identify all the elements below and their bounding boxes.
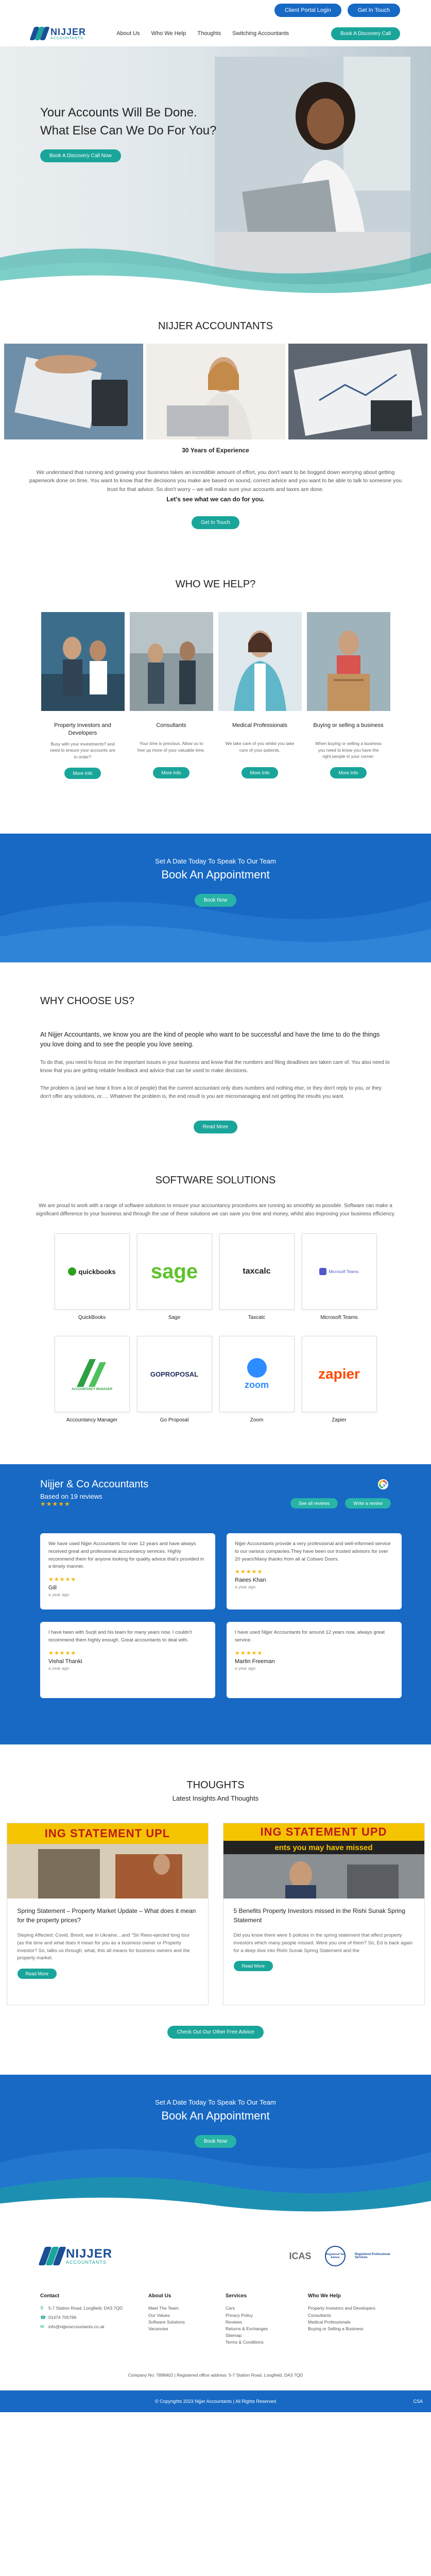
review-card <box>227 1622 402 1698</box>
blog-post-card[interactable] <box>7 1823 209 2005</box>
footer-link[interactable]: Software Solutions <box>148 2319 185 2325</box>
business-more-info-button[interactable]: More Info <box>330 767 366 778</box>
post-banner-subtext: ents you may have missed <box>274 1843 373 1852</box>
footer-about: About Us Meet The Team Our Values Software Solutions Vacancies <box>148 2293 226 2346</box>
footer-logos <box>0 2224 431 2267</box>
post-read-more-button[interactable]: Read More <box>18 1969 57 1979</box>
software-zapier[interactable] <box>302 1336 377 1423</box>
footer-link[interactable]: Our Values <box>148 2312 170 2318</box>
consultants-image <box>130 612 213 711</box>
banner-subtitle: Set A Date Today To Speak To Our Team <box>155 2098 276 2107</box>
help-card-title: Medical Professionals <box>232 722 287 728</box>
csa-credit[interactable]: CSA <box>413 2399 423 2404</box>
main-nav <box>116 27 400 40</box>
location-pin-icon: ⚲ <box>40 2306 44 2311</box>
footer-link[interactable]: Terms & Conditions <box>226 2340 264 2345</box>
software-title: SOFTWARE SOLUTIONS <box>155 1175 276 1187</box>
site-header <box>0 21 431 46</box>
logo-name: NIJJER <box>66 2246 113 2261</box>
footer-link[interactable]: Privacy Policy <box>226 2312 253 2318</box>
sage-wordmark: sage <box>150 1260 198 1283</box>
calculator-photo <box>4 344 143 439</box>
blog-post-image <box>7 1823 208 1899</box>
accountancy-manager-icon <box>74 1357 110 1388</box>
contact-address: 5-7 Station Road, Longfield, DA3 7QD <box>48 2306 123 2311</box>
client-portal-button[interactable]: Client Portal Login <box>274 4 341 17</box>
banner-subtitle: Set A Date Today To Speak To Our Team <box>155 857 276 865</box>
why-paragraph-1: To do that, you need to focus on the important issues in your business and know that the numbers and filing deadlines are taken care of. You also need to know that you are getting reliable feedback and advice that can be used to make decisions. <box>40 1060 390 1074</box>
help-card-title: Property Investors and Developers <box>54 722 111 737</box>
hero-section <box>0 46 431 299</box>
tax-adviser-badge: Registered Tax Adviser <box>325 2246 346 2266</box>
quickbooks-icon <box>68 1267 76 1276</box>
contact-email[interactable]: info@nijjeraccountants.co.uk <box>48 2324 105 2330</box>
accountancy-manager-wordmark: ACCOUNTANCY MANAGER <box>71 1388 113 1392</box>
help-card-title: Consultants <box>156 722 186 728</box>
zoom-wordmark: zoom <box>245 1379 269 1390</box>
logo[interactable] <box>31 26 86 41</box>
taxcalc-wordmark: taxcalc <box>243 1267 271 1276</box>
professional-services-badge: Registered Professional Services <box>355 2253 390 2260</box>
company-info: Company No: 7898402 | Registered office address: 5-7 Station Road, Longfield, DA3 7QD <box>0 2372 431 2391</box>
zapier-wordmark: zapier <box>318 1366 360 1382</box>
review-date: a year ago <box>48 1665 70 1671</box>
intro-title: NIJJER ACCOUNTANTS <box>158 320 273 332</box>
help-card-consultants <box>130 612 213 779</box>
nav-about-us[interactable]: About Us <box>116 30 140 37</box>
reviews-title: Nijjer & Co Accountants <box>40 1479 149 1490</box>
review-text: I have been with Surjit and his team for many years now. I couldn't recommend them highly enough. Great accountants to deal with. <box>48 1630 192 1643</box>
free-advice-button[interactable]: Check Out Our Other Free Advice <box>167 2026 263 2039</box>
software-label: Accountancy Manager <box>66 1417 118 1423</box>
banner-book-now-button[interactable]: Book Now <box>195 2135 237 2148</box>
software-logos <box>0 1233 431 1423</box>
teams-icon <box>319 1268 326 1275</box>
software-microsoft-teams[interactable] <box>302 1233 377 1320</box>
review-text: I have used Nijjer Accountants for around 12 years now, always great service. <box>235 1630 385 1643</box>
appointment-banner-top <box>0 834 431 962</box>
intro-bold-line: Let's see what we can do for you. <box>166 495 265 503</box>
software-label: Taxcalc <box>248 1315 266 1321</box>
review-actions <box>290 1498 391 1509</box>
software-zoom[interactable] <box>219 1336 295 1423</box>
review-stars: ★★★★★ <box>48 1650 77 1656</box>
intro-photos <box>0 344 431 439</box>
software-go-proposal[interactable] <box>137 1336 212 1423</box>
software-section <box>0 1175 431 1423</box>
post-excerpt: Sleping Affected: Covid, Brexit, war in Ukraine…and "Sir Rees-ejected long tour (as the time and what does it mean for you as a business owner or Property investor? So, talks us through, what, this all means for business owners and the property market. <box>17 1933 190 1961</box>
property-more-info-button[interactable]: More Info <box>64 768 100 779</box>
why-lead: At Nijjer Accountants, we know you are the kind of people who want to be successful and have the time to do the things you love doing and to see the people you love seeing. <box>40 1030 380 1048</box>
software-taxcalc[interactable] <box>219 1233 295 1320</box>
phone-icon: ☎ <box>40 2315 46 2320</box>
get-in-touch-button[interactable]: Get In Touch <box>348 4 400 17</box>
footer-link[interactable]: Buying or Selling a Business <box>308 2326 364 2331</box>
help-card-text: Busy with your investments? and need to ensure your accounts are in order? <box>50 741 115 760</box>
footer-link[interactable]: Meet The Team <box>148 2306 179 2311</box>
accreditation-badges <box>285 2246 391 2266</box>
logo-mark-icon <box>31 26 47 41</box>
post-read-more-button[interactable]: Read More <box>234 1961 273 1971</box>
software-label: QuickBooks <box>78 1315 106 1321</box>
footer-who-we-help: Who We Help Property Investors and Developers Consultants Medical Professionals Buying or Selling a Business <box>308 2293 411 2346</box>
footer-link[interactable]: Consultants <box>308 2312 331 2318</box>
footer-link[interactable]: Vacancies <box>148 2326 168 2331</box>
thoughts-section <box>0 1780 431 2039</box>
intro-get-in-touch-button[interactable]: Get In Touch <box>192 516 239 529</box>
help-card-property <box>41 612 125 779</box>
banner-title: Book An Appointment <box>161 2109 270 2123</box>
help-card-text: We take care of you whilst you take care of your patients. <box>225 740 295 753</box>
buying-selling-image <box>307 612 390 711</box>
blog-post-image <box>223 1823 424 1899</box>
footer-link[interactable]: Medical Professionals <box>308 2319 351 2325</box>
software-label: Zoom <box>250 1417 264 1423</box>
appointment-banner-bottom <box>0 2075 431 2224</box>
medical-professionals-image <box>218 612 302 711</box>
review-text: Nijjer Accountants provide a very professional and well-informed service to our various companies.They have been our trusted advisors for over 20 years!Many thanks from all at Cotswo Doors. <box>235 1541 391 1562</box>
documents-photo <box>288 344 427 439</box>
nav-switching-accountants[interactable]: Switching Accountants <box>232 30 289 37</box>
why-read-more-button[interactable]: Read More <box>194 1121 237 1133</box>
review-date: a year ago <box>235 1584 256 1590</box>
software-sage[interactable] <box>137 1233 212 1320</box>
logo-name: NIJJER <box>50 26 87 37</box>
software-label: Sage <box>168 1315 181 1321</box>
intro-section <box>0 299 431 529</box>
help-card-title: Buying or selling a business <box>313 722 384 728</box>
email-icon: ✉ <box>40 2324 44 2330</box>
logo-mark-icon <box>40 2245 63 2267</box>
reviews-section <box>0 1464 431 1744</box>
review-author: Martin Freeman <box>235 1658 275 1665</box>
review-card <box>40 1533 215 1609</box>
footer-link[interactable]: Cars <box>226 2306 235 2311</box>
reviews-count: Based on 19 reviews <box>40 1493 102 1501</box>
post-title: Spring Statement – Property Market Update – What does it mean for the property prices? <box>17 1907 196 1924</box>
footer-link[interactable]: Sitemap <box>226 2333 242 2338</box>
thoughts-title: THOUGHTS <box>186 1780 245 1791</box>
help-card-text: When buying or selling a business you need to know you have the right people in your corner. <box>315 740 382 759</box>
footer-logo[interactable] <box>40 2245 112 2267</box>
help-card-medical <box>218 612 302 779</box>
review-stars: ★★★★★ <box>235 1569 263 1575</box>
write-review-button[interactable]: Write a review <box>345 1498 391 1509</box>
quickbooks-wordmark: quickbooks <box>78 1267 116 1276</box>
nav-thoughts[interactable]: Thoughts <box>197 30 221 37</box>
banner-title: Book An Appointment <box>161 868 270 881</box>
help-card-business <box>307 612 390 779</box>
logo-subtitle: ACCOUNTANTS <box>50 36 83 40</box>
why-choose-us-section <box>0 995 431 1134</box>
copyright-text: © Copyrights 2023 Nijjer Accountants | All Rights Reserved <box>154 2399 277 2404</box>
review-stars: ★★★★★ <box>48 1577 77 1583</box>
experience-heading: 30 Years of Experience <box>182 447 249 454</box>
medical-more-info-button[interactable]: More Info <box>242 767 278 778</box>
review-author: Gill <box>48 1585 57 1591</box>
review-grid <box>40 1533 391 1698</box>
why-title: WHY CHOOSE US? <box>40 995 134 1007</box>
header-discovery-call-button[interactable]: Book A Discovery Call <box>331 27 400 40</box>
blog-post-card[interactable] <box>223 1823 425 2005</box>
hero-heading: Your Accounts Will Be Done. What Else Can We Do For You? <box>40 106 217 138</box>
contact-phone[interactable]: 01474 705766 <box>48 2315 77 2320</box>
zoom-icon <box>247 1358 267 1378</box>
footer-services: Services Cars Privacy Policy Reviews Returns & Exchanges Sitemap Terms & Conditions <box>226 2293 308 2346</box>
who-we-help-section <box>0 579 431 779</box>
footer-link[interactable]: Property Investors and Developers <box>308 2306 375 2311</box>
review-card <box>227 1533 402 1609</box>
thoughts-subtitle: Latest Insights And Thoughts <box>172 1794 259 1803</box>
software-label: Go Proposal <box>160 1417 189 1423</box>
blog-posts <box>0 1823 431 2005</box>
goproposal-wordmark: GOPROPOSAL <box>150 1370 199 1378</box>
footer-columns <box>0 2267 431 2346</box>
footer-link[interactable]: Returns & Exchanges <box>226 2326 268 2331</box>
post-banner-text: ING STATEMENT UPL <box>44 1827 170 1840</box>
software-quickbooks[interactable] <box>55 1233 130 1320</box>
banner-book-now-button[interactable]: Book Now <box>195 894 237 907</box>
icas-badge: ICAS <box>289 2250 312 2261</box>
footer-contact: Contact ⚲ 5-7 Station Road, Longfield, DA3 7QD ☎ 01474 705766 ✉ info@nijjeraccountants.co.uk <box>40 2293 148 2346</box>
review-stars: ★★★★★ <box>235 1650 263 1656</box>
nav-who-we-help[interactable]: Who We Help <box>151 30 186 37</box>
post-title: 5 Benefits Property Investors missed in the Rishi Sunak Spring Statement <box>233 1907 405 1924</box>
reviews-star-rating: ★★★★★ <box>40 1500 71 1508</box>
post-banner-text: ING STATEMENT UPD <box>260 1825 387 1839</box>
who-we-help-title: WHO WE HELP? <box>175 578 256 590</box>
review-card <box>40 1622 215 1698</box>
review-author: Vishal Thanki <box>48 1658 82 1665</box>
teams-wordmark: Microsoft Teams <box>329 1269 359 1274</box>
software-accountancy-manager[interactable] <box>55 1336 130 1423</box>
software-body: We are proud to work with a range of software solutions to ensure your accountancy procedures are running as smoothly as possible. Software can make a significant difference to your business and through the use of these solutions we can save you time and money, whilst also improving your business efficiency. <box>36 1203 395 1217</box>
woman-laptop-photo <box>146 344 285 439</box>
footer-link[interactable]: Reviews <box>226 2319 243 2325</box>
copyright-bar <box>0 2391 431 2412</box>
review-text: We have used Nijjer Accountants for over 12 years and have always received great and professional accountancy services. Highly recommend them for anyone looking for quality advice that's provided in a timely manner. <box>48 1541 204 1570</box>
post-excerpt: Did you know there were 5 policies in the spring statement that affect property investors which many people missed. Were you one of them? So, Ed is back again for a deep dive into Rishi Sunak Spring Statement and the <box>233 1933 413 1954</box>
see-all-reviews-button[interactable]: See all reviews <box>290 1498 338 1509</box>
why-paragraph-2: The problem is (and we hear it from a lot of people) that the current accountant only does numbers and nothing else, or they don't reply to you, or they don't offer any solutions, or..... Whatever the problem is, the end result is you are micromanaging and not getting the results you want. <box>40 1086 382 1100</box>
top-bar <box>0 0 431 21</box>
google-icon <box>377 1479 389 1490</box>
property-investors-image <box>41 612 125 711</box>
logo-subtitle: ACCOUNTANTS <box>66 2259 107 2265</box>
hero-discovery-call-button[interactable]: Book A Discovery Call Now <box>40 149 121 162</box>
review-date: a year ago <box>48 1592 70 1598</box>
hero-wave-decoration <box>0 222 431 299</box>
intro-body: We understand that running and growing your business takes an incredible amount of effort, you don't want to be bogged down worrying about getting paperwork done on time. You want to know that the decisions you make are based on sound, correct advice and you want to be able to talk to someone you trust for that advice. So don't worry – we will make sure your accounts and taxes are done. <box>29 469 402 493</box>
review-date: a year ago <box>235 1665 256 1671</box>
help-card-text: Your time is precious. Allow us to free up more of your valuable time. <box>137 740 205 753</box>
software-label: Zapier <box>332 1417 347 1423</box>
review-author: Raees Khan <box>235 1577 266 1584</box>
software-label: Microsoft Teams <box>320 1315 358 1321</box>
consultants-more-info-button[interactable]: More Info <box>153 767 189 778</box>
help-cards <box>0 612 431 779</box>
